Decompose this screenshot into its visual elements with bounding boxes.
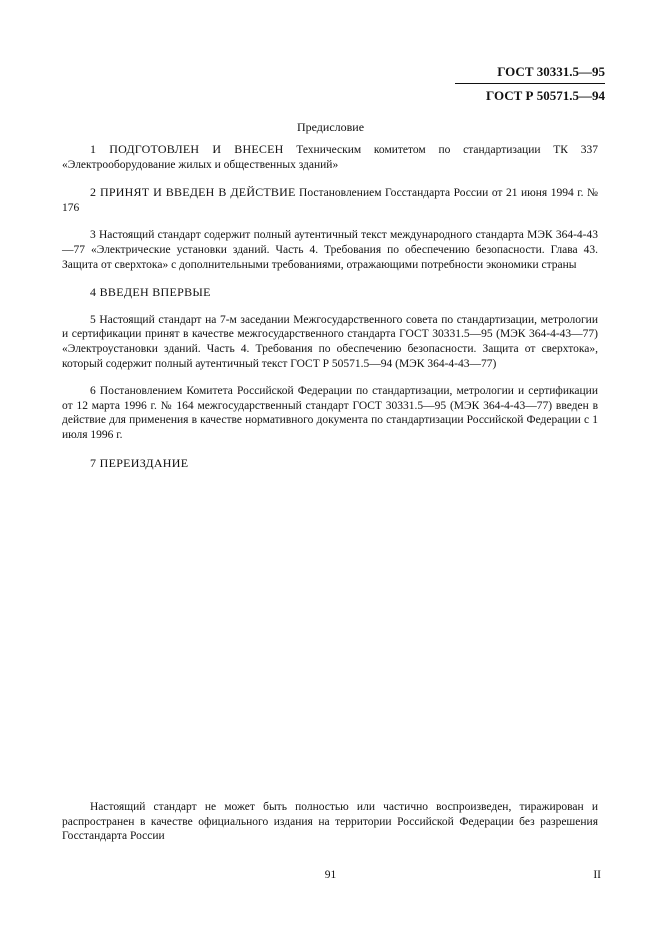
foreword-item-7: 7 ПЕРЕИЗДАНИЕ	[90, 455, 189, 470]
foreword-item-5: 5 Настоящий стандарт на 7-м заседании Межгосударственного совета по стандартизации, метрологии и сертификации принят в качестве межгосударственного стандарта ГОСТ 30331.5—95 (МЭК 364-4-43—77) «Электроустановки зданий. Часть 4. Требования по обеспечению безопасности. Защита от сверхтока», который содержит полный аутентичный текст ГОСТ Р 50571.5—94 (МЭК 364-4-43—77)	[62, 313, 598, 370]
foreword-item-2	[62, 185, 598, 215]
roman-page-number: II	[593, 869, 601, 881]
document-designation	[455, 62, 605, 107]
foreword-item-4: 4 ВВЕДЕН ВПЕРВЫЕ	[90, 285, 211, 300]
copyright-notice: Настоящий стандарт не может быть полностью или частично воспроизведен, тиражирован и распространен в качестве официального издания на территории Российской Федерации без разрешения Госстандарта России	[62, 801, 598, 843]
foreword-item-1-lead: 1 ПОДГОТОВЛЕН И ВНЕСЕН	[90, 142, 284, 156]
page-number: 91	[324, 869, 337, 881]
foreword-item-1	[62, 142, 598, 172]
foreword-item-1-text: Техническим комитетом по стандартизации ТК 337 «Электрооборудование жилых и общественных зданий»	[62, 144, 598, 171]
foreword-body	[62, 142, 598, 483]
gost-designation-national: ГОСТ Р 50571.5—94	[486, 88, 605, 103]
page-title: Предисловие	[296, 120, 365, 134]
foreword-item-6: 6 Постановлением Комитета Российской Федерации по стандартизации, метрологии и сертификации от 12 марта 1996 г. № 164 межгосударственный стандарт ГОСТ 30331.5—95 (МЭК 364-4-43—77) введен в действие для применения в качестве нормативного документа по стандартизации Российской Федерации с 1 июля 1996 г.	[62, 385, 598, 441]
foreword-item-3: 3 Настоящий стандарт содержит полный аутентичный текст международного стандарта МЭК 364-4-43—77 «Электрические установки зданий. Часть 4. Требования по обеспечению безопасности. Глава 43. Защита от сверхтока» с дополнительными требованиями, отражающими потребности экономики страны	[62, 229, 598, 271]
gost-designation-interstate: ГОСТ 30331.5—95	[455, 62, 605, 84]
foreword-item-2-text: Постановлением Госстандарта России от 21 июня 1994 г. № 176	[62, 187, 598, 214]
foreword-item-2-lead: 2 ПРИНЯТ И ВВЕДЕН В ДЕЙСТВИЕ	[90, 185, 296, 200]
